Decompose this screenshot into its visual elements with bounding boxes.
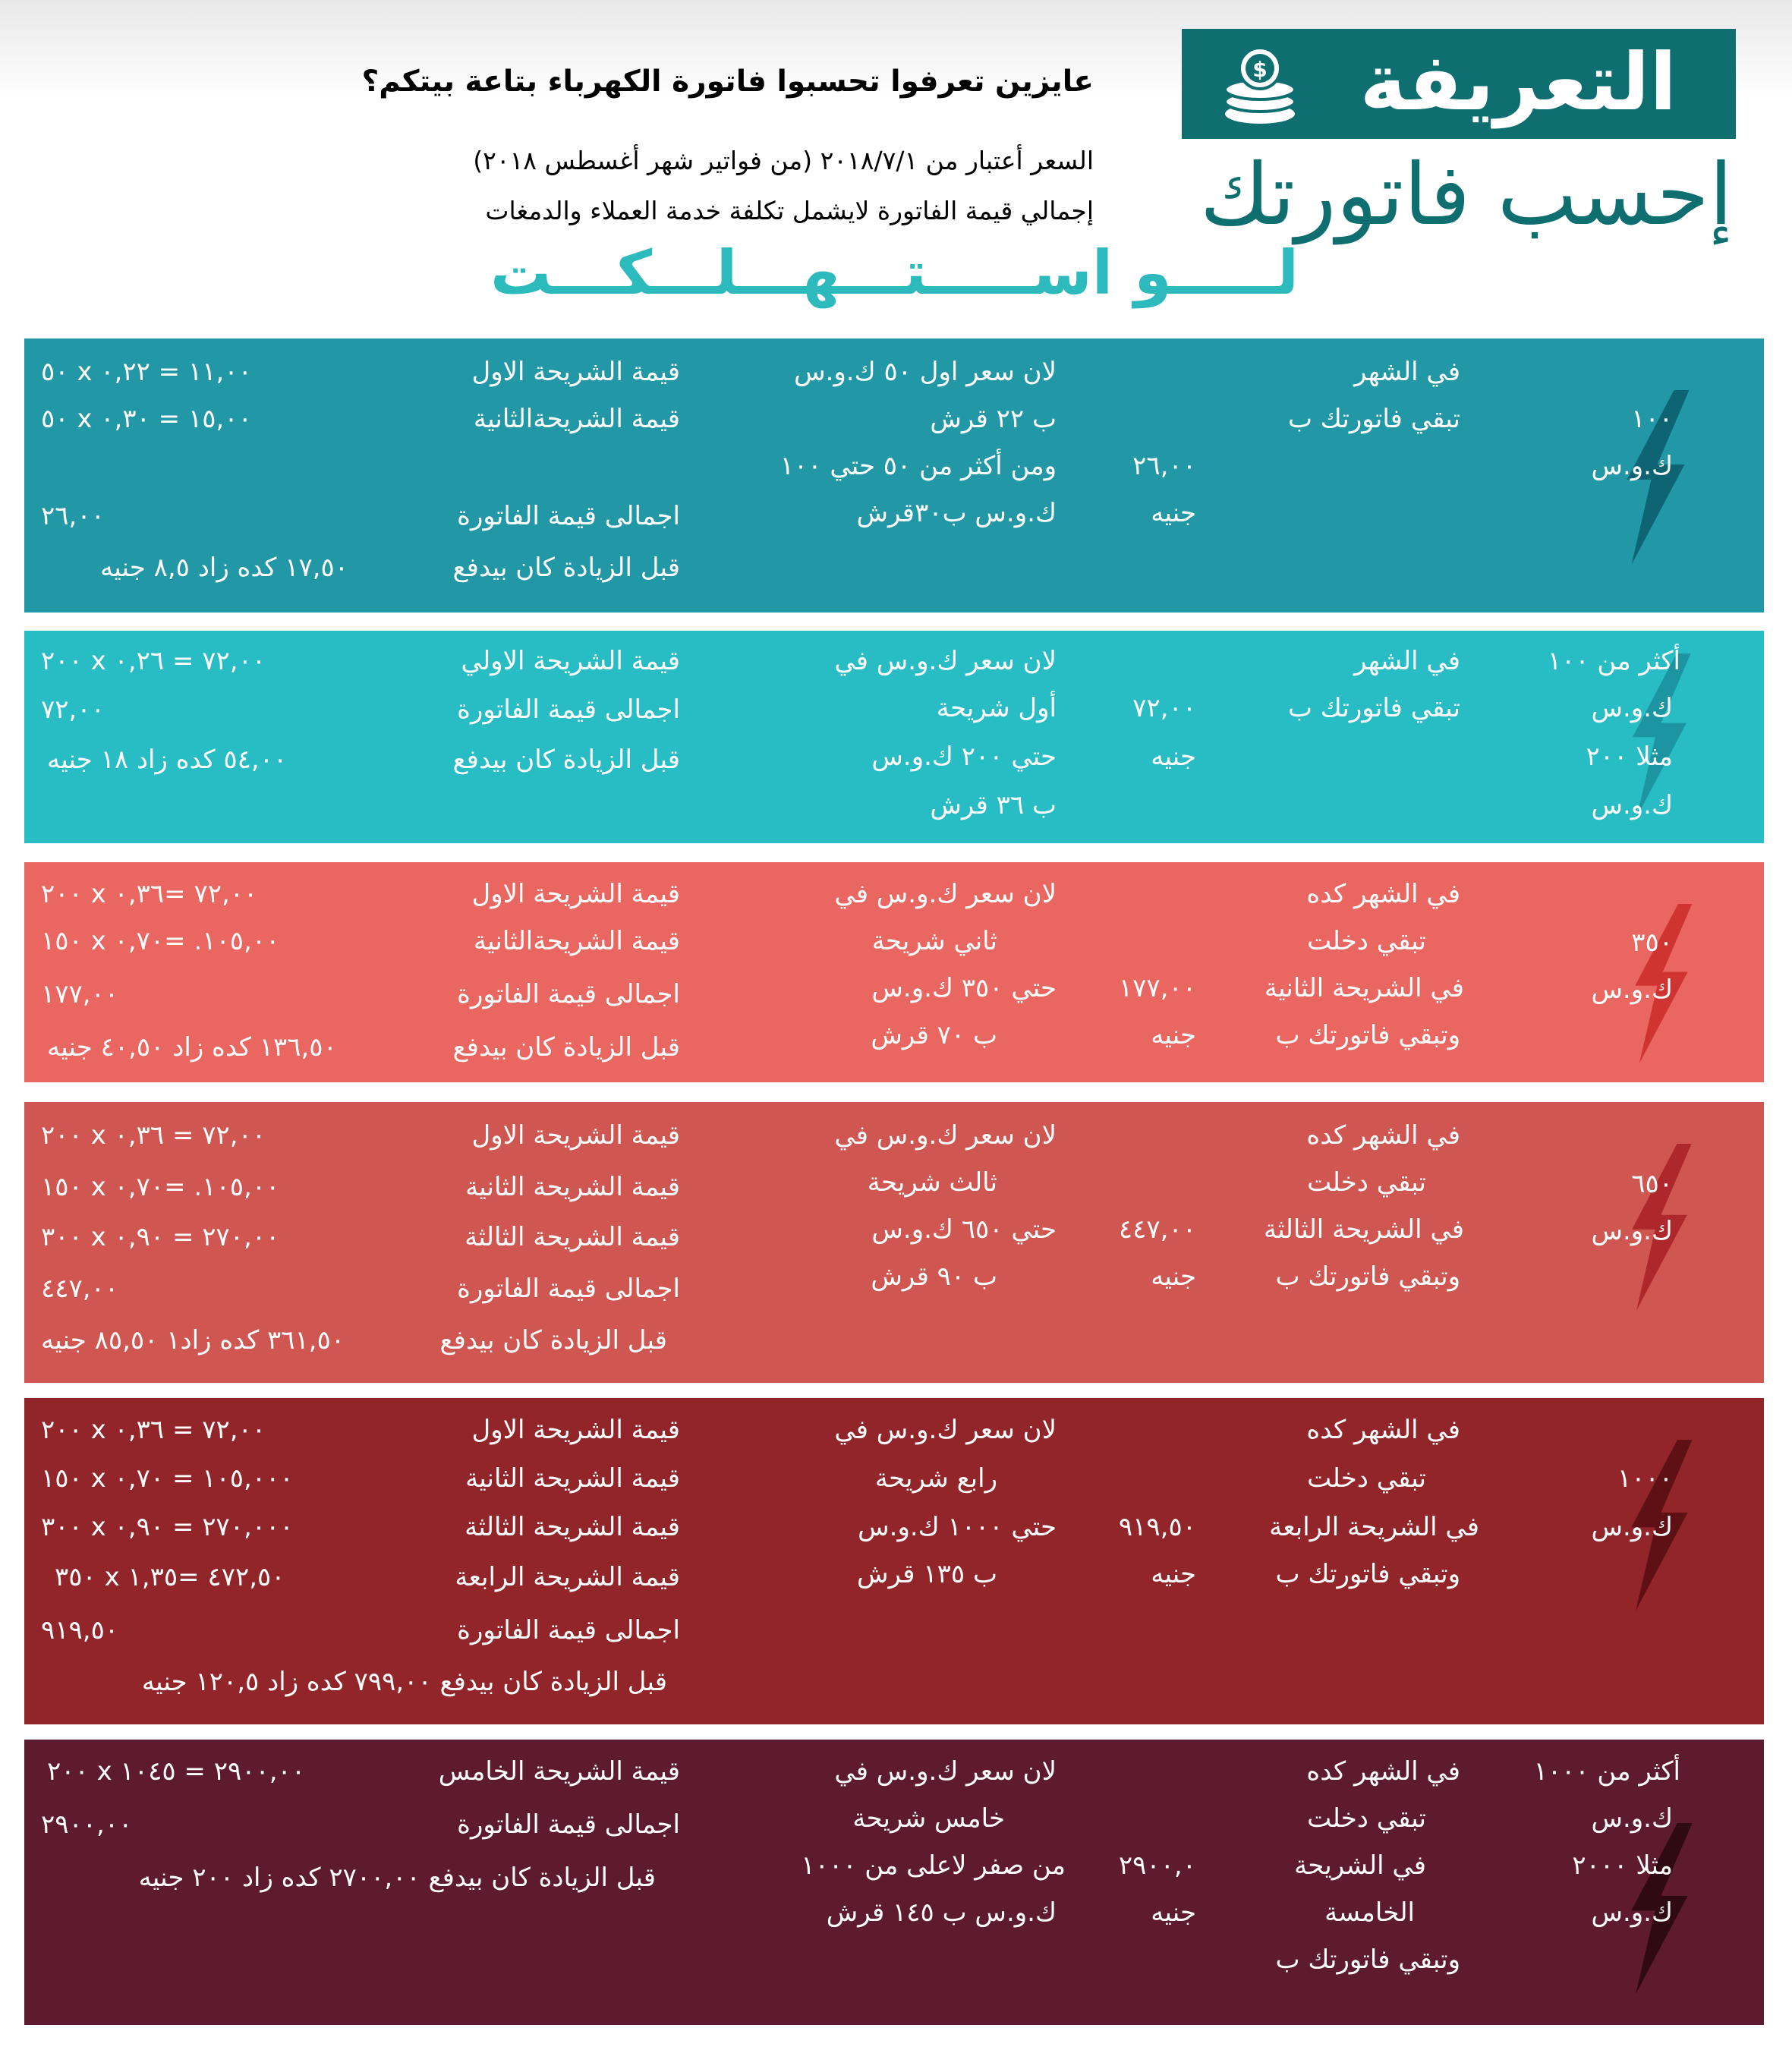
calc-label: اجمالى قيمة الفاتورة — [457, 501, 680, 531]
reason-text: لان سعر ك.و.س في — [834, 1756, 1057, 1787]
tier-band-5 — [24, 1398, 1764, 1724]
bill-total-note: إجمالي قيمة الفاتورة لايشمل تكلفة خدمة العملاء والدمغات — [485, 196, 1094, 225]
consumption-text: ٣٥٠ — [1631, 927, 1673, 958]
calc-value: ١٧,٥٠ كده زاد ٨,٥ جنيه — [100, 553, 349, 583]
calc-label: اجمالى قيمة الفاتورة — [457, 1615, 680, 1645]
calc-value: ٢٦,٠٠ — [41, 501, 105, 531]
page-subtitle: إحسب فاتورتك — [1199, 146, 1733, 244]
currency-text: جنيه — [1151, 1261, 1196, 1292]
reason-text: ك.و.س ب ١٤٥ قرش — [826, 1897, 1057, 1928]
month-text: في الشهر كده — [1306, 1756, 1460, 1787]
calc-value: ١٧٧,٠٠ — [41, 979, 119, 1009]
tagline: لـــــو اســـــتـــهـــلـــكـــت — [490, 238, 1299, 308]
calc-label: قيمة الشريحة الاول — [471, 879, 680, 909]
reason-text: ب ٧٠ قرش — [871, 1020, 997, 1050]
consumption-text: ك.و.س — [1591, 1803, 1673, 1834]
currency-text: جنيه — [1151, 1897, 1196, 1928]
month-text: في الشهر — [1354, 646, 1460, 676]
consumption-text: ٦٥٠ — [1631, 1169, 1673, 1199]
calc-label: قبل الزيادة كان بيدفع — [452, 1032, 680, 1063]
month-text: تبقي فاتورتك ب — [1287, 404, 1460, 434]
consumption-text: ك.و.س — [1591, 1216, 1673, 1246]
month-text: تبقي دخلت — [1307, 1803, 1426, 1834]
month-text: في الشهر كده — [1306, 1415, 1460, 1445]
calc-value: ٧٢,٠٠ = ٠,٢٦ x ٢٠٠ — [41, 646, 266, 676]
reason-text: ب ١٣٥ قرش — [857, 1559, 997, 1589]
calc-label: اجمالى قيمة الفاتورة — [457, 1809, 680, 1840]
calc-value: ٢٩٠٠,٠٠ = ١٠٤٥ x ٢٠٠ — [47, 1756, 306, 1787]
reason-text: من صفر لاعلى من ١٠٠٠ — [801, 1850, 1066, 1881]
consumption-text: ك.و.س — [1591, 451, 1673, 481]
consumption-text: أكثر من ١٠٠٠ — [1533, 1756, 1680, 1787]
calc-label: قيمة الشريحة الاول — [471, 1120, 680, 1151]
page-title: التعريفة — [1359, 36, 1677, 128]
reason-text: ب ٩٠ قرش — [871, 1261, 997, 1292]
calc-value: ٢٩٠٠,٠٠ — [41, 1809, 133, 1840]
month-text: وتبقي فاتورتك ب — [1275, 1020, 1460, 1050]
month-text: في الشهر كده — [1306, 879, 1460, 909]
calc-value: ٧٢,٠٠ = ٠,٣٦ x ٢٠٠ — [41, 1120, 266, 1151]
coins-icon — [1218, 44, 1302, 128]
calc-label: قبل الزيادة كان بيدفع — [439, 1325, 667, 1356]
calc-value: ١٥,٠٠ = ٠,٣٠ x ٥٠ — [41, 404, 252, 434]
reason-text: ب ٣٦ قرش — [930, 790, 1057, 820]
consumption-text: ك.و.س — [1591, 790, 1673, 820]
calc-value: ١٠٥,٠٠. =٠,٧٠ x ١٥٠ — [41, 926, 280, 956]
calc-label: قيمة الشريحة الثانية — [465, 1463, 680, 1494]
calc-label: قبل الزيادة كان بيدفع ٧٩٩,٠٠ كده زاد ١٢٠,٥ جنيه — [141, 1667, 667, 1697]
calc-value: ٥٤,٠٠ كده زاد ١٨ جنيه — [47, 745, 288, 775]
tier-band-3 — [24, 862, 1764, 1082]
calc-label: اجمالى قيمة الفاتورة — [457, 694, 680, 725]
tier-band-6 — [24, 1740, 1764, 2025]
calc-label: قيمة الشريحة الثانية — [465, 1172, 680, 1202]
consumption-text: مثلا ٢٠٠ — [1586, 742, 1673, 772]
reason-text: لان سعر ك.و.س في — [834, 879, 1057, 909]
reason-text: أول شريحة — [936, 693, 1057, 723]
calc-label: قيمة الشريحة الخامس — [438, 1756, 680, 1787]
reason-text: حتي ٣٥٠ ك.و.س — [871, 973, 1057, 1003]
bill-amount: ٩١٩,٥٠ — [1118, 1512, 1196, 1542]
calc-label: قبل الزيادة كان بيدفع — [452, 745, 680, 775]
reason-text: خامس شريحة — [852, 1803, 1005, 1834]
reason-text: ب ٢٢ قرش — [930, 404, 1057, 434]
calc-label: قبل الزيادة كان بيدفع ٢٧٠٠,٠٠ كده زاد ٢٠٠ جنيه — [138, 1863, 656, 1893]
bill-amount: ٢٩٠٠,٠ — [1118, 1850, 1196, 1881]
consumption-text: ١٠٠٠ — [1617, 1463, 1673, 1494]
bill-amount: ٧٢,٠٠ — [1132, 693, 1196, 723]
month-text: الخامسة — [1324, 1897, 1415, 1928]
calc-label: قيمة الشريحة الاول — [471, 1415, 680, 1445]
month-text: في الشريحة — [1294, 1850, 1426, 1881]
calc-value: ٤٤٧,٠٠ — [41, 1274, 119, 1304]
calc-value: ١١,٠٠ = ٠,٢٢ x ٥٠ — [41, 357, 252, 387]
month-text: في الشهر — [1354, 357, 1460, 387]
consumption-text: ك.و.س — [1591, 975, 1673, 1005]
reason-text: لان سعر اول ٥٠ ك.و.س — [794, 357, 1057, 387]
reason-text: ك.و.س ب٣٠قرش — [856, 498, 1057, 528]
reason-text: حتي ٢٠٠ ك.و.س — [871, 742, 1057, 772]
price-date-note: السعر أعتبار من ٢٠١٨/٧/١ (من فواتير شهر أغسطس ٢٠١٨) — [473, 146, 1094, 175]
consumption-text: ك.و.س — [1591, 1897, 1673, 1928]
month-text: في الشهر كده — [1306, 1120, 1460, 1151]
reason-text: ثاني شريحة — [871, 926, 997, 956]
calc-value: ١٣٦,٥٠ كده زاد ٤٠,٥٠ جنيه — [47, 1032, 337, 1063]
tier-band-2 — [24, 631, 1764, 843]
month-text: تبقي دخلت — [1307, 926, 1426, 956]
consumption-text: مثلا ٢٠٠٠ — [1572, 1850, 1673, 1881]
consumption-text: ك.و.س — [1591, 1512, 1673, 1542]
calc-label: قيمة الشريحة الاول — [471, 357, 680, 387]
calc-value: ١٠٥,٠٠. =٠,٧٠ x ١٥٠ — [41, 1172, 280, 1202]
bill-amount: ٢٦,٠٠ — [1132, 451, 1196, 481]
calc-value: ٧٢,٠٠ — [41, 694, 105, 725]
currency-text: جنيه — [1151, 1020, 1196, 1050]
calc-value: ٣٦١,٥٠ كده زاد١ ٨٥,٥٠ جنيه — [41, 1325, 345, 1356]
tier-band-1 — [24, 339, 1764, 612]
consumption-text: ١٠٠ — [1631, 404, 1673, 434]
reason-text: لان سعر ك.و.س في — [834, 646, 1057, 676]
month-text: وتبقي فاتورتك ب — [1275, 1944, 1460, 1975]
month-text: تبقي دخلت — [1307, 1463, 1426, 1494]
calc-label: اجمالى قيمة الفاتورة — [457, 979, 680, 1009]
calc-label: قيمة الشريحةالثانية — [473, 926, 680, 956]
reason-text: لان سعر ك.و.س في — [834, 1120, 1057, 1151]
calc-value: ٩١٩,٥٠ — [41, 1615, 119, 1645]
calc-label: قيمة الشريحة الثالثة — [465, 1222, 680, 1252]
tier-band-4 — [24, 1102, 1764, 1383]
bill-amount: ١٧٧,٠٠ — [1118, 973, 1196, 1003]
svg-text:$: $ — [1252, 57, 1268, 82]
calc-label: قيمة الشريحة الرابعة — [455, 1562, 680, 1592]
currency-text: جنيه — [1151, 742, 1196, 772]
calc-value: ٧٢,٠٠ = ٠,٣٦ x ٢٠٠ — [41, 1415, 266, 1445]
currency-text: جنيه — [1151, 1559, 1196, 1589]
reason-text: حتي ٦٥٠ ك.و.س — [871, 1214, 1057, 1245]
bill-amount: ٤٤٧,٠٠ — [1118, 1214, 1196, 1245]
reason-text: حتي ١٠٠٠ ك.و.س — [858, 1512, 1057, 1542]
calc-value: ١٠٥,٠٠٠ = ٠,٧٠ x ١٥٠ — [41, 1463, 294, 1494]
calc-value: ٢٧٠,٠٠ = ٠,٩٠ x ٣٠٠ — [41, 1222, 280, 1252]
calc-value: ٢٧٠,٠٠٠ = ٠,٩٠ x ٣٠٠ — [41, 1512, 294, 1542]
calc-label: اجمالى قيمة الفاتورة — [457, 1274, 680, 1304]
reason-text: رابع شريحة — [874, 1463, 997, 1494]
currency-text: جنيه — [1151, 498, 1196, 528]
calc-label: قيمة الشريحة الثالثة — [465, 1512, 680, 1542]
reason-text: ومن أكثر من ٥٠ حتي ١٠٠ — [779, 451, 1057, 481]
month-text: وتبقي فاتورتك ب — [1275, 1261, 1460, 1292]
calc-label: قيمة الشريحة الاولي — [461, 646, 680, 676]
month-text: في الشريحة الثالثة — [1263, 1214, 1464, 1245]
reason-text: لان سعر ك.و.س في — [834, 1415, 1057, 1445]
calc-label: قبل الزيادة كان بيدفع — [452, 553, 680, 583]
title-box — [1182, 29, 1736, 139]
month-text: في الشريحة الثانية — [1264, 973, 1464, 1003]
month-text: تبقي دخلت — [1307, 1167, 1426, 1198]
month-text: تبقي فاتورتك ب — [1287, 693, 1460, 723]
month-text: في الشريحة الرابعة — [1269, 1512, 1479, 1542]
calc-value: ٤٧٢,٥٠ =١,٣٥ x ٣٥٠ — [55, 1562, 285, 1592]
reason-text: ثالث شريحة — [867, 1167, 997, 1198]
calc-label: قيمة الشريحةالثانية — [473, 404, 680, 434]
question-heading: عايزين تعرفوا تحسبوا فاتورة الكهرباء بتاعة بيتكم؟ — [361, 65, 1094, 99]
month-text: وتبقي فاتورتك ب — [1275, 1559, 1460, 1589]
consumption-text: ك.و.س — [1591, 693, 1673, 723]
consumption-text: أكثر من ١٠٠ — [1547, 646, 1680, 676]
calc-value: ٧٢,٠٠ =٠,٣٦ x ٢٠٠ — [41, 879, 258, 909]
